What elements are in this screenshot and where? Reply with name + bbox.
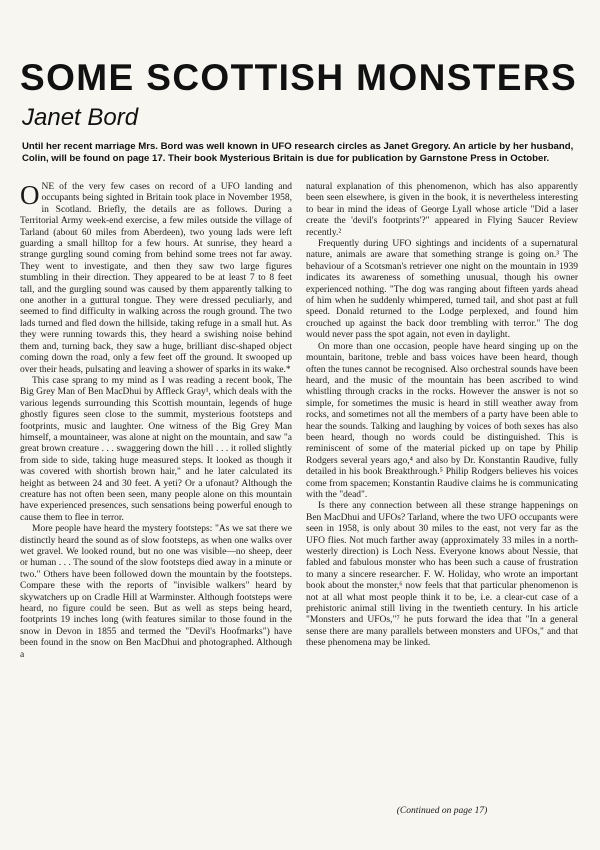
left-column [20,182,292,661]
article-intro: Until her recent marriage Mrs. Bord was well known in UFO research circles as Janet Gregory. An article by her husband, Colin, will be found on page 17. Their book Mysterious Britain is due for publication by Garnstone Press in October. [22,141,574,164]
continued-note: (Continued on page 17) [396,806,488,816]
paragraph-7: Is there any connection between all these strange happenings on Ben MacDhui and UFOs? Tarland, where the two UFO occupants were seen in 1958, is only about 30 miles to the east, not very far as the UFO flies. Not much farther away (approximately 33 miles in a north-westerly direction) is Loch Ness. Everyone knows about Nessie, that fabled and fabulous monster who has been such a cause of frustration to many a sincere researcher. F. W. Holiday, who wrote an important book about the monster,⁶ now feels that that particular phenomenon is not at all what most people think it to be, i.e. a clear-cut case of a prehistoric animal still living in the twentieth century. In his article "Monsters and UFOs,"⁷ he puts forward the idea that "In a general sense there are many parallels between monsters and UFOs," and that these phenomena may be linked. [306,501,578,649]
paragraph-4: natural explanation of this phenomenon, which has also apparently been seen elsewhere, is given in the book, it is nevertheless interesting to bear in mind the ideas of George Lyall whose article "Did a laser create the 'devil's footprints'?" appeared in Flying Saucer Review recently.² [306,182,578,238]
paragraph-6: On more than one occasion, people have heard singing up on the mountain, baritone, treble and bass voices have been heard, though often the tunes cannot be recognised. Also orchestral sounds have been heard, and the music of the mountain has been ascribed to wind whistling through cracks in the rocks. However the answer is not so simple, for sometimes the music is heard in still weather away from rocks, and sometimes not all the members of a party have been able to hear the sounds. Talking and laughing by voices of both sexes has also been heard, though no words could be distinguished. This is reminiscent of some of the material picked up on tape by Philip Rodgers several years ago,⁴ and also by Dr. Konstantin Raudive, fully detailed in his book Breakthrough.⁵ Philip Rodgers believes his voices come from spacemen; Konstantin Raudive claims he is communicating with the "dead". [306,341,578,500]
paragraph-2: This case sprang to my mind as I was reading a recent book, The Big Grey Man of Ben MacDhui by Affleck Gray¹, which deals with the various legends surrounding this Scottish mountain, legends of huge ghostly figures seen close to the summit, mysterious footsteps and footprints, music and laughter. One witness of the Big Grey Man himself, a mountaineer, was alone at night on the mountain, and saw "a great brown creature . . . swaggering down the hill . . . it rolled slightly from side to side, taking huge measured steps. It looked as though it was covered with shortish brown hair," and he later calculated its height as between 24 and 30 feet. A yeti? Or a ufonaut? Although the creature has not often been seen, many people alone on this mountain have experienced presences, such sensations being powerful enough to cause them to flee in terror. [20,375,292,523]
article-author: Janet Bord [22,104,139,131]
article-title: SOME SCOTTISH MONSTERS [20,57,578,98]
paragraph-5: Frequently during UFO sightings and incidents of a supernatural nature, animals are aware that something strange is going on.³ The behaviour of a Scotsman's retriever one night on the mountain in 1939 indicates its awareness of something unusual, though his owner experienced nothing. "The dog was ranging about fifteen yards ahead of him when he suddenly whimpered, turned tail, and shot past at full speed. Donald returned to the Lodge perplexed, and found him crouched up against the back door trembling with terror." The dog would never pass the spot again, not even in daylight. [306,239,578,341]
paragraph-1 [20,182,292,376]
paragraph-3: More people have heard the mystery footsteps: "As we sat there we distinctly heard the sound as of slow footsteps, as when one walks over wet gravel. We looked round, but no one was visible—no sheep, deer or human . . . The sound of the slow footsteps died away in a minute or two." Others have been followed down the mountain by the footsteps. Compare these with the reports of "invisible walkers" heard by skywatchers up on Cradle Hill at Warminster. Although footsteps were heard, no figure could be seen. But as well as steps being heard, footprints 19 inches long (with features similar to those found in the snow in Devon in 1855 and termed the "Devil's Hoofmarks") have been found in the snow on Ben MacDhui and photographed. Although a [20,524,292,660]
drop-cap: O [20,180,40,210]
right-column [306,182,578,650]
paragraph-1-text: NE of the very few cases on record of a UFO landing and occupants being sighted in Britain took place in November 1958, in Scotland. Briefly, the details are as follows. During a Territorial Army week-end exercise, a few miles outside the village of Tarland (about 60 miles from Aberdeen), two young lads were left guarding a small hilltop for a few hours. At sunrise, they heard a strange gurgling sound coming from behind some trees not far away. They went to investigate, and then they saw two large figures stumbling in their direction. They appeared to be at least 7 to 8 feet tall, and the gurgling sound was caused by them apparently talking to one another in a guttural tongue. They were dressed peculiarly, and seemed to find difficulty in walking across the rough ground. The two lads turned and fled down the hillside, taking refuge in a small hut. As they were running towards this, they heard a swishing noise behind them and, turning back, they saw a huge, brilliant disc-shaped object coming down the road, only a few feet off the ground. It swooped up over their heads, pulsating and leaving a shower of sparks in its wake.* [20,182,292,375]
